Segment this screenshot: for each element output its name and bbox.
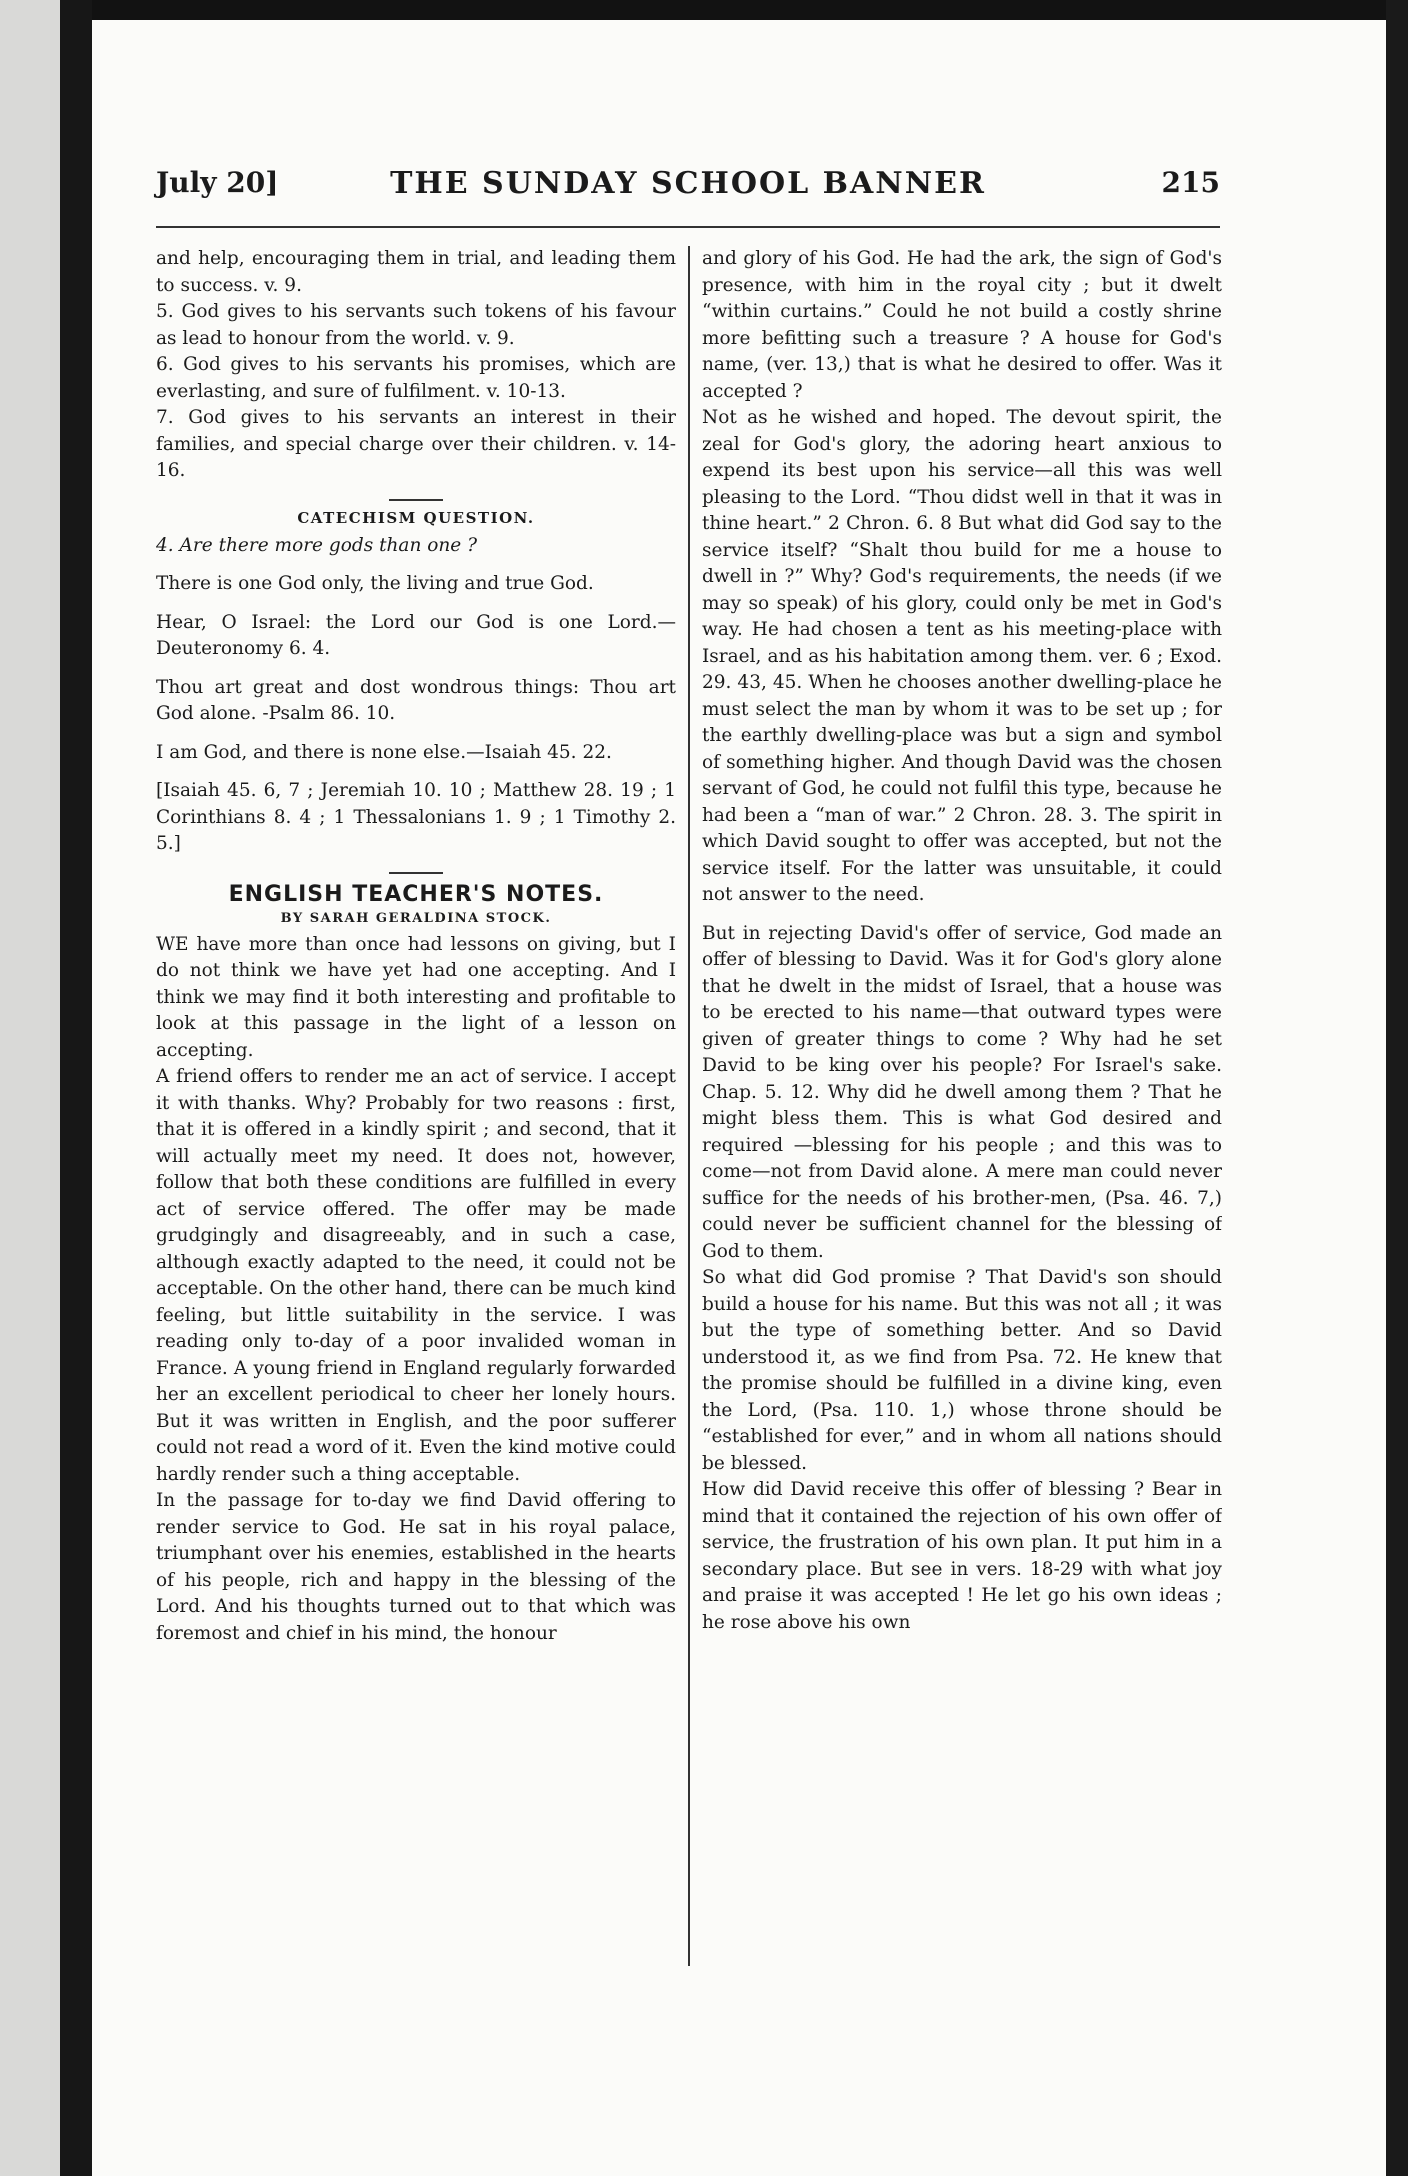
section-rule <box>389 499 443 501</box>
header-rule <box>156 226 1220 228</box>
paragraph: 6. God gives to his servants his promises, which are everlasting, and sure of fulfilment. v. 10-13. <box>156 354 676 402</box>
notes-byline: BY SARAH GERALDINA STOCK. <box>280 910 552 926</box>
section-rule <box>389 872 443 874</box>
scan-left-margin <box>0 0 60 2176</box>
column-divider <box>688 246 690 1966</box>
paragraph: How did David receive this offer of blessing ? Bear in mind that it contained the rejection of his own offer of service, the frustration of his own plan. It put him in a secondary place. But see in vers. 18-29 with what joy and praise it was accepted ! He let go his own ideas ; he rose above his own <box>702 1479 1222 1633</box>
paragraph: But in rejecting David's offer of service, God made an offer of blessing to David. Was it for God's glory alone that he dwelt in the midst of Israel, that a house was to be erected to his name—that outward types were given of greater things to come ? Why had he set David to be king over his people? For Israel's sake. Chap. 5. 12. Why did he dwell among them ? That he might bless them. This is what God desired and required —blessing for his people ; and this was to come—not from David alone. A mere man could never suffice for the needs of his brother-men, (Psa. 46. 7,) could never be sufficient channel for the blessing of God to them. <box>702 922 1222 1262</box>
catechism-answer: Hear, O Israel: the Lord our God is one Lord.—Deuteronomy 6. 4. <box>156 611 676 659</box>
header-date: July 20] <box>156 166 279 199</box>
page-number: 215 <box>1161 166 1220 199</box>
catechism-heading: CATECHISM QUESTION. <box>297 508 535 527</box>
left-column <box>156 246 676 1986</box>
catechism-answer: There is one God only, the living and true God. <box>156 573 594 594</box>
right-column <box>702 246 1222 1986</box>
scan-right-edge <box>1386 0 1408 2176</box>
catechism-answer: Thou art great and dost wondrous things: Thou art God alone. -Psalm 86. 10. <box>156 676 676 724</box>
paragraph: In the passage for to-day we find David offering to render service to God. He sat in his royal palace, triumphant over his enemies, established in the hearts of his people, rich and happy in the blessing of the Lord. And his thoughts turned out to that which was foremost and chief in his mind, the honour <box>156 1490 676 1644</box>
paragraph: and help, encouraging them in trial, and leading them to success. v. 9. <box>156 248 676 296</box>
catechism-answer: I am God, and there is none else.—Isaiah 45. 22. <box>156 741 612 763</box>
paragraph: 5. God gives to his servants such tokens of his favour as lead to honour from the world. v. 9. <box>156 301 676 349</box>
scan-binding-shadow <box>60 0 92 2176</box>
notes-heading: ENGLISH TEACHER'S NOTES. <box>228 881 604 907</box>
header-title: THE SUNDAY SCHOOL BANNER <box>390 166 986 201</box>
paragraph: and glory of his God. He had the ark, the sign of God's presence, with him in the royal city ; but it dwelt “within curtains.” Could he not build a costly shrine more befitting such a treasure ? A house for God's name, (ver. 13,) that is what he desired to offer. Was it accepted ? <box>702 248 1222 402</box>
paragraph: So what did God promise ? That David's son should build a house for his name. But this was not all ; it was but the type of something better. And so David understood it, as we find from Psa. 72. He knew that the promise should be fulfilled in a divine king, even the Lord, (Psa. 110. 1,) whose throne should be “established for ever,” and in whom all nations should be blessed. <box>702 1267 1222 1474</box>
paragraph: A friend offers to render me an act of service. I accept it with thanks. Why? Probably for two reasons : first, that it is offered in a kindly spirit ; and second, that it will actually meet my need. It does not, however, follow that both these conditions are fulfilled in every act of service offered. The offer may be made grudgingly and disagreeably, and in such a case, although exactly adapted to the need, it could not be acceptable. On the other hand, there can be much kind feeling, but little suitability in the service. I was reading only to-day of a poor invalided woman in France. A young friend in England regularly forwarded her an excellent periodical to cheer her lonely hours. But it was written in English, and the poor sufferer could not read a word of it. Even the kind motive could hardly render such a thing acceptable. <box>156 1066 676 1485</box>
scan-top-edge <box>0 0 1408 20</box>
catechism-references: [Isaiah 45. 6, 7 ; Jeremiah 10. 10 ; Matthew 28. 19 ; 1 Corinthians 8. 4 ; 1 Thessalonians 1. 9 ; 1 Timothy 2. 5.] <box>156 780 676 854</box>
paragraph: Not as he wished and hoped. The devout spirit, the zeal for God's glory, the adoring heart anxious to expend its best upon his service—all this was well pleasing to the Lord. “Thou didst well in that it was in thine heart.” 2 Chron. 6. 8 But what did God say to the service itself? “Shalt thou build for me a house to dwell in ?” Why? God's requirements, the needs (if we may so speak) of his glory, could only be met in God's way. He had chosen a tent as his meeting-place with Israel, and as his habitation among them. ver. 6 ; Exod. 29. 43, 45. When he chooses another dwelling-place he must select the man by whom it was to be set up ; for the earthly dwelling-place was but a sign and symbol of something higher. And though David was the chosen servant of God, he could not fulfil this type, because he had been a “man of war.” 2 Chron. 28. 3. The spirit in which David sought to offer was accepted, but not the service itself. For the latter was unsuitable, it could not answer to the need. <box>702 407 1222 905</box>
paragraph: 7. God gives to his servants an interest in their families, and special charge over their children. v. 14-16. <box>156 407 676 481</box>
paragraph: WE have more than once had lessons on giving, but I do not think we have yet had one accepting. And I think we may find it both interesting and profitable to look at this passage in the light of a lesson on accepting. <box>156 933 676 1061</box>
catechism-question: 4. Are there more gods than one ? <box>156 534 478 556</box>
running-header <box>156 166 1220 214</box>
